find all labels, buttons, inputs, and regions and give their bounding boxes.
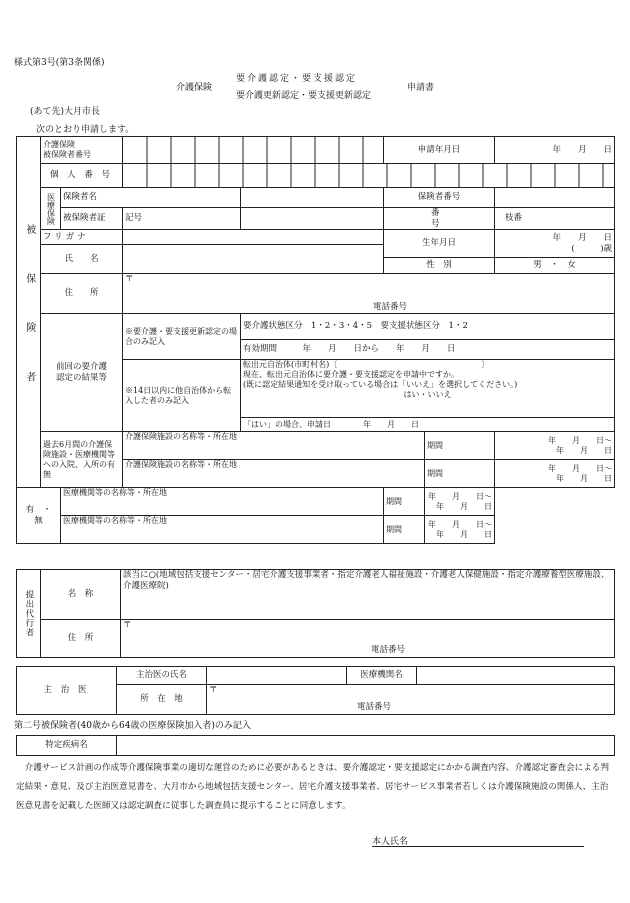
care-level-options[interactable]: 要介護状態区分 1・2・3・4・5 要支援状態区分 1・2 — [241, 314, 615, 340]
transfer-question-note: (既に認定結果通知を受け取っている場合は「いいえ」を選択してください。) — [243, 380, 518, 390]
agent-gaitou-field[interactable]: 該当に○(地域包括支援センター・居宅介護支援事業者・指定介護老人福祉施設・介護老人保健施設・指定介護療養型医療施設、介護医療院) — [121, 570, 615, 620]
tel-label: 電話番号 — [373, 301, 408, 312]
transfer-question: 現在、転出元自治体に要介護・要支援認定を申請中ですか。 — [243, 370, 459, 380]
period-to-4[interactable]: 年 月 日 — [436, 529, 493, 539]
hihokensha-side-label: 被 保 険 者 — [17, 137, 41, 488]
iryo-hoken-label: 医療保険 — [41, 188, 61, 230]
facility-row-1[interactable]: 介護保険施設の名称等・所在地 — [123, 432, 425, 460]
furigana-field[interactable] — [123, 230, 384, 245]
bango-field[interactable] — [241, 208, 440, 230]
apply-date-label: 申請年月日 — [384, 137, 495, 164]
agent-name-label: 名 称 — [41, 570, 121, 620]
birth-label: 生年月日 — [384, 230, 495, 258]
jusho-label: 住 所 — [41, 274, 123, 314]
period-label-3: 期間 — [384, 488, 425, 516]
prev-result-label: 前回の要介護 認定の結果等 — [41, 314, 123, 432]
doctor-table — [16, 666, 615, 715]
doctor-inst-field[interactable] — [417, 667, 615, 685]
agent-address-label: 住 所 — [41, 620, 121, 658]
kaigo-hoken-label: 介護保険 — [176, 83, 213, 93]
period-from-3[interactable]: 年 月 日〜 — [428, 491, 493, 501]
kigo-label: 記号 — [125, 213, 143, 224]
transfer-from-field[interactable]: 転出元自治体(市町村名)〔 〕 — [243, 360, 490, 370]
period-label-1: 期間 — [425, 432, 495, 460]
agent-table — [16, 569, 615, 658]
shimei-field[interactable] — [123, 245, 384, 274]
edaban-field[interactable] — [495, 208, 615, 230]
hihokensha-sho-label: 被保険者証 — [61, 208, 123, 230]
facility-row-3[interactable]: 医療機関等の名称等・所在地 — [61, 488, 384, 516]
consent-text: 介護サービス計画の作成等介護保険事業の適切な運営のために必要があるときは、要介護認定・要支援認定にかかる調査内容、介護認定審査会による判定結果・意見、及び主治医意見書を、大月市から地域包括支援センター、居宅介護支援事業者、居宅サービス事業者若しくは介護保険施設の関係人、主治医意見書を記載した医師又は認定調査に従事した調査員に提示することに同意します。 — [16, 763, 609, 811]
doctor-name-label: 主治医の氏名 — [117, 667, 207, 685]
agent-address-field[interactable] — [121, 620, 615, 658]
main-form-table — [16, 136, 615, 544]
edaban-label: 枝番 — [505, 213, 523, 224]
shimei-label: 氏 名 — [41, 245, 123, 274]
kigo-field[interactable] — [123, 208, 241, 230]
facility-label: 過去6月間の介護保険施設・医療機関等への入院、入所の有無 — [41, 432, 123, 488]
disease-field[interactable] — [117, 736, 615, 756]
doctor-name-field[interactable] — [207, 667, 347, 685]
period-to-3[interactable]: 年 月 日 — [436, 501, 493, 511]
birth-ymd: 年 月 日 — [552, 233, 613, 244]
doctor-addr-field[interactable] — [207, 685, 615, 715]
addressee: (あて先)大月市長 — [30, 107, 101, 117]
signature-line[interactable] — [372, 846, 584, 847]
disease-label: 特定疾病名 — [17, 736, 117, 756]
period-from-1[interactable]: 年 月 日〜 — [548, 435, 613, 445]
second-heading: 第二号被保険者(40歳から64歳の医療保険加入者)のみ記入 — [14, 721, 251, 731]
hokensha-no-field[interactable] — [495, 188, 615, 208]
doctor-label: 主 治 医 — [17, 667, 117, 715]
period-label-2: 期間 — [425, 460, 495, 488]
doctor-inst-label: 医療機関名 — [347, 667, 417, 685]
hokensha-no-label: 保険者番号 — [384, 188, 495, 208]
period-from-4[interactable]: 年 月 日〜 — [428, 519, 493, 529]
facility-row-4[interactable]: 医療機関等の名称等・所在地 — [61, 516, 384, 544]
kojin-no-field[interactable] — [123, 164, 615, 188]
umu-options[interactable]: 有 ・ 無 — [17, 488, 61, 544]
doctor-tel-label: 電話番号 — [357, 702, 392, 713]
hokensha-mei-field[interactable] — [241, 188, 384, 208]
renew-note: ※要介護・要支援更新認定の場合のみ記入 — [123, 314, 241, 360]
hokensha-mei-label: 保険者名 — [61, 188, 241, 208]
facility-row-2[interactable]: 介護保険施設の名称等・所在地 — [123, 460, 425, 488]
transfer-note: ※14日以内に他自治体から転入した者のみ記入 — [123, 360, 241, 432]
form-number: 様式第3号(第3条関係) — [14, 58, 105, 68]
agent-tel-label: 電話番号 — [371, 645, 406, 656]
agent-postal-mark: 〒 — [123, 620, 132, 630]
hihoken-no-field[interactable] — [123, 137, 384, 164]
birth-field[interactable] — [495, 230, 615, 258]
title-line1: 要介護認定・要支援認定 — [236, 74, 358, 84]
sex-options[interactable]: 男 ・ 女 — [495, 258, 615, 274]
hihoken-no-label: 介護保険 被保険者番号 — [41, 137, 123, 164]
disease-table — [16, 735, 615, 756]
intro-text: 次のとおり申請します。 — [36, 125, 135, 135]
doctor-postal-mark: 〒 — [209, 685, 218, 695]
period-to-2[interactable]: 年 月 日 — [556, 473, 613, 483]
title-line2: 要介護更新認定・要支援更新認定 — [236, 91, 372, 101]
validity-field[interactable]: 有効期間 年 月 日から 年 月 日 — [241, 340, 615, 360]
postal-mark: 〒 — [125, 274, 134, 285]
yes-no-options[interactable]: はい・いいえ — [403, 390, 452, 400]
period-to-1[interactable]: 年 月 日 — [556, 445, 613, 455]
agent-side-label: 提出代行者 — [17, 570, 41, 658]
furigana-label: フリガナ — [41, 230, 123, 245]
doctor-addr-label: 所 在 地 — [117, 685, 207, 715]
jusho-field[interactable] — [123, 274, 615, 314]
shinseisho-label: 申請書 — [407, 83, 435, 93]
yes-date-field[interactable]: 「はい」の場合、申請日 年 月 日 — [241, 418, 615, 432]
bango-label: 番号 — [431, 208, 440, 229]
age-paren: ( )歳 — [571, 243, 613, 254]
period-label-4: 期間 — [384, 516, 425, 544]
kojin-no-label: 個 人 番 号 — [41, 164, 123, 188]
signature-label: 本人氏名 — [372, 837, 409, 847]
period-from-2[interactable]: 年 月 日〜 — [548, 463, 613, 473]
apply-date-field[interactable]: 年 月 日 — [495, 137, 615, 164]
sex-label: 性 別 — [384, 258, 495, 274]
